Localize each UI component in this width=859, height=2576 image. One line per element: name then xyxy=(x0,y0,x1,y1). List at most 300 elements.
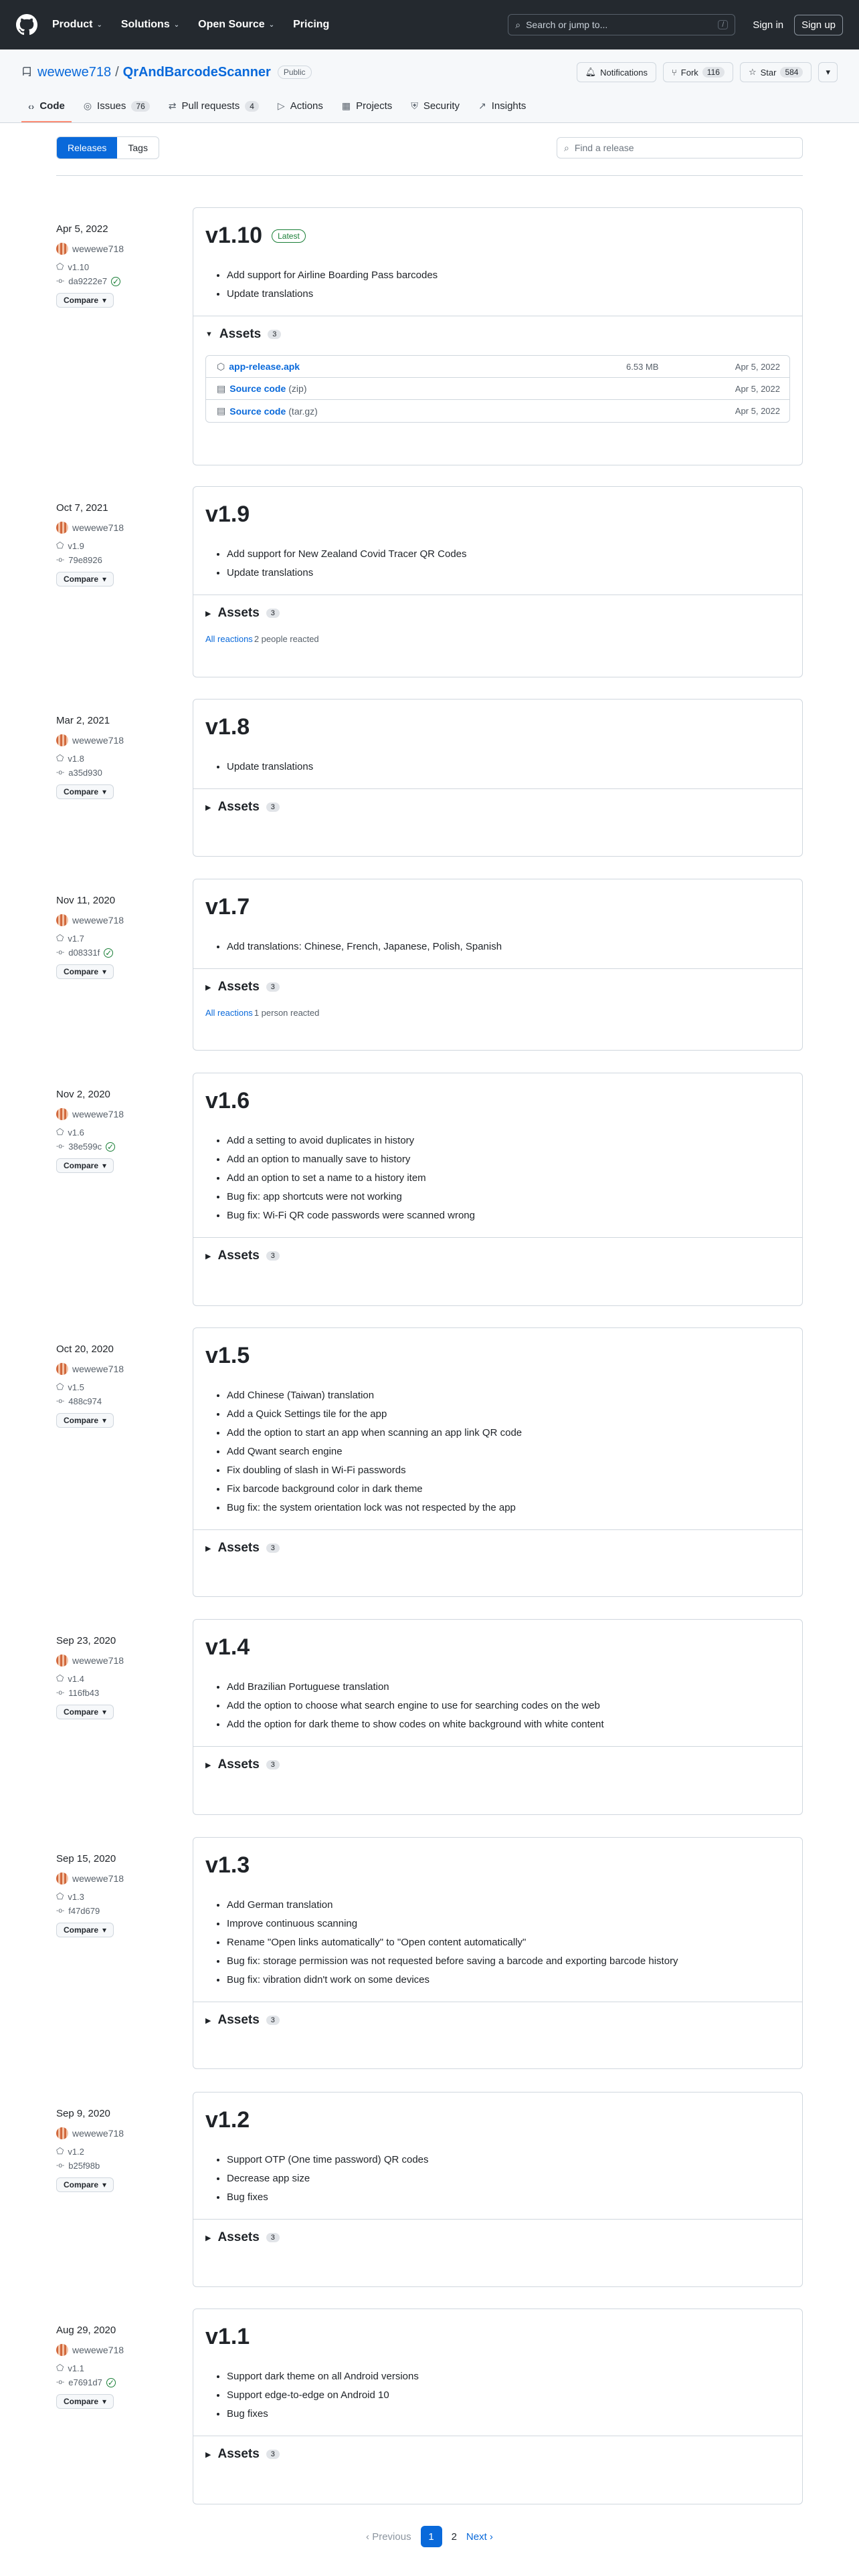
triangle-right-icon: ▶ xyxy=(205,803,211,812)
asset-name: Source code xyxy=(229,405,286,417)
next-page-button[interactable]: Next › xyxy=(466,2531,493,2543)
release-meta xyxy=(56,715,183,799)
release-note-item: • Add Chinese (Taiwan) translation xyxy=(227,1386,790,1405)
release-tag-link[interactable] xyxy=(56,753,183,764)
tag-name: v1.7 xyxy=(68,933,84,944)
compare-label: Compare xyxy=(64,574,99,584)
file-zip-icon: ▤ xyxy=(217,405,226,416)
release-author[interactable] xyxy=(56,734,183,746)
release-note-item: • Add German translation xyxy=(227,1896,790,1915)
commit-sha: 79e8926 xyxy=(68,555,102,565)
triangle-right-icon: ▶ xyxy=(205,1544,211,1553)
assets-toggle[interactable] xyxy=(205,980,790,994)
chevron-down-icon: ▾ xyxy=(102,1925,107,1935)
assets-label: Assets xyxy=(217,2013,260,2027)
release-card xyxy=(193,2309,803,2504)
tab-count: 4 xyxy=(245,101,259,112)
release-card xyxy=(193,879,803,1051)
release-card xyxy=(193,486,803,677)
asset-date: Apr 5, 2022 xyxy=(735,361,780,372)
all-reactions-link[interactable]: All reactions xyxy=(205,634,253,644)
tab-count: 76 xyxy=(131,101,149,112)
commit-sha: 116fb43 xyxy=(68,1688,100,1698)
assets-toggle[interactable] xyxy=(205,327,790,342)
search-icon: ⌕ xyxy=(564,142,569,153)
release-notes xyxy=(227,1132,790,1225)
fork-count: 116 xyxy=(702,67,725,78)
release-notes xyxy=(227,1896,790,1990)
global-nav-item[interactable] xyxy=(198,19,274,31)
global-nav-item[interactable] xyxy=(121,19,179,31)
release-title-row xyxy=(205,2324,790,2350)
commit-icon: -o- xyxy=(56,1143,65,1150)
release-item xyxy=(56,2309,803,2504)
divider xyxy=(56,175,803,176)
asset-name: app-release.apk xyxy=(229,361,300,372)
release-note-item: • Bug fix: the system orientation lock was not respected by the app xyxy=(227,1499,790,1517)
release-meta xyxy=(56,1344,183,1428)
avatar xyxy=(56,1363,68,1375)
release-commit-link[interactable] xyxy=(56,276,183,286)
global-nav-item[interactable] xyxy=(293,19,329,31)
compare-button[interactable] xyxy=(56,1413,114,1428)
release-note-item: • Support OTP (One time password) QR codes xyxy=(227,2151,790,2169)
compare-label: Compare xyxy=(64,1161,99,1170)
assets-section xyxy=(193,595,802,656)
release-commit-link[interactable] xyxy=(56,768,183,778)
releases-subnav xyxy=(56,136,803,159)
assets-toggle[interactable] xyxy=(205,2230,790,2245)
release-notes xyxy=(227,1678,790,1734)
commit-sha: 488c974 xyxy=(68,1396,102,1406)
release-date: Nov 2, 2020 xyxy=(56,1089,110,1100)
release-note-item: • Add a setting to avoid duplicates in history xyxy=(227,1132,790,1150)
release-commit-link[interactable] xyxy=(56,1396,183,1406)
release-author[interactable] xyxy=(56,1654,183,1667)
search-input[interactable] xyxy=(508,14,735,35)
github-logo-icon[interactable] xyxy=(16,14,37,35)
package-icon: ⬡ xyxy=(217,360,225,372)
release-title[interactable]: v1.3 xyxy=(205,1852,250,1878)
release-note-item: • Bug fixes xyxy=(227,2405,790,2424)
compare-label: Compare xyxy=(64,787,99,796)
tab-tags[interactable]: Tags xyxy=(128,142,148,153)
pull-request-icon: ⇄ xyxy=(168,100,177,111)
release-commit-link[interactable] xyxy=(56,1906,183,1916)
release-tag-link[interactable] xyxy=(56,1891,183,1902)
release-item xyxy=(56,1619,803,1815)
release-note-item: • Add an option to manually save to history xyxy=(227,1150,790,1169)
author-name: wewewe718 xyxy=(72,1873,124,1884)
release-note-item: • Add support for New Zealand Covid Tracer QR Codes xyxy=(227,545,790,564)
asset-row xyxy=(206,400,789,422)
assets-section xyxy=(193,2219,802,2257)
release-note-item: • Add a Quick Settings tile for the app xyxy=(227,1405,790,1424)
release-note-item: • Improve continuous scanning xyxy=(227,1915,790,1933)
release-notes xyxy=(227,2367,790,2424)
assets-toggle[interactable] xyxy=(205,1249,790,1263)
release-note-item: • Fix barcode background color in dark theme xyxy=(227,1480,790,1499)
release-date: Oct 7, 2021 xyxy=(56,502,108,514)
assets-list xyxy=(205,355,790,423)
release-item xyxy=(56,486,803,677)
visibility-badge: Public xyxy=(278,66,312,79)
avatar xyxy=(56,734,68,746)
release-note-item: • Add the option to choose what search engine to use for searching codes on the web xyxy=(227,1697,790,1715)
release-date: Aug 29, 2020 xyxy=(56,2325,116,2336)
chevron-down-icon: ▾ xyxy=(102,574,107,584)
assets-toggle[interactable] xyxy=(205,606,790,621)
commit-icon: -o- xyxy=(56,2379,65,2386)
release-item xyxy=(56,699,803,857)
author-name: wewewe718 xyxy=(72,2128,124,2139)
tag-name: v1.5 xyxy=(68,1382,84,1392)
release-tag-link[interactable] xyxy=(56,261,183,272)
author-name: wewewe718 xyxy=(72,243,124,254)
release-body xyxy=(193,1073,802,1237)
release-title[interactable]: v1.1 xyxy=(205,2324,250,2349)
compare-button[interactable] xyxy=(56,784,114,799)
release-date: Nov 11, 2020 xyxy=(56,895,116,906)
asset-date: Apr 5, 2022 xyxy=(735,383,780,394)
release-note-item: • Add the option to start an app when scanning an app link QR code xyxy=(227,1424,790,1442)
release-meta xyxy=(56,2325,183,2409)
release-title-row xyxy=(205,894,790,920)
release-body xyxy=(193,2309,802,2436)
avatar xyxy=(56,2344,68,2356)
page-2-button[interactable]: 2 xyxy=(451,2531,457,2543)
tag-icon: ⬠ xyxy=(56,2363,64,2373)
chevron-down-icon: ▾ xyxy=(102,787,107,796)
release-title[interactable]: v1.7 xyxy=(205,894,250,920)
release-body xyxy=(193,1328,802,1529)
previous-label: Previous xyxy=(372,2531,411,2543)
assets-count: 3 xyxy=(266,2233,280,2242)
assets-section xyxy=(193,1529,802,1568)
author-name: wewewe718 xyxy=(72,1109,124,1119)
asset-link[interactable] xyxy=(229,361,300,372)
release-tag-link[interactable] xyxy=(56,1127,183,1138)
release-author[interactable] xyxy=(56,2344,183,2356)
author-name: wewewe718 xyxy=(72,522,124,533)
pagination xyxy=(0,2526,859,2547)
assets-toggle[interactable] xyxy=(205,1541,790,1555)
assets-count: 3 xyxy=(268,330,281,339)
author-name: wewewe718 xyxy=(72,915,124,926)
graph-icon: ↗ xyxy=(478,100,486,111)
release-note-item: • Bug fix: vibration didn't work on some devices xyxy=(227,1971,790,1990)
asset-row xyxy=(206,378,789,400)
release-title[interactable]: v1.9 xyxy=(205,502,250,527)
release-title-row xyxy=(205,502,790,528)
tag-name: v1.4 xyxy=(68,1673,84,1684)
release-note-item: • Bug fix: storage permission was not requested before saving a barcode and exporting barcode history xyxy=(227,1952,790,1971)
release-body xyxy=(193,1838,802,2002)
avatar xyxy=(56,2127,68,2139)
fork-icon: ⑂ xyxy=(671,67,677,78)
avatar xyxy=(56,1872,68,1885)
previous-page-button[interactable]: ‹ Previous xyxy=(366,2531,411,2543)
compare-button[interactable] xyxy=(56,293,114,308)
assets-section xyxy=(193,2002,802,2040)
release-author[interactable] xyxy=(56,1108,183,1120)
release-author[interactable] xyxy=(56,1363,183,1375)
commit-sha: a35d930 xyxy=(68,768,102,778)
search-icon: ⌕ xyxy=(515,19,521,30)
release-card xyxy=(193,207,803,465)
release-title-row xyxy=(205,1343,790,1369)
release-card xyxy=(193,1073,803,1306)
tab-security[interactable] xyxy=(404,95,466,122)
release-note-item: • Add Brazilian Portuguese translation xyxy=(227,1678,790,1697)
assets-label: Assets xyxy=(217,1249,260,1263)
asset-link[interactable] xyxy=(229,406,318,417)
compare-label: Compare xyxy=(64,1416,99,1425)
assets-count: 3 xyxy=(266,802,280,812)
repo-separator: / xyxy=(115,64,119,80)
chevron-down-icon: ⌄ xyxy=(96,21,102,29)
release-title-row xyxy=(205,714,790,740)
tab-issues[interactable] xyxy=(77,95,157,122)
tag-icon: ⬠ xyxy=(56,1127,64,1137)
releases-tags-toggle xyxy=(56,136,159,159)
compare-button[interactable] xyxy=(56,2177,114,2192)
avatar xyxy=(56,522,68,534)
assets-toggle[interactable] xyxy=(205,800,790,815)
tag-icon: ⬠ xyxy=(56,2146,64,2156)
assets-count: 3 xyxy=(266,609,280,618)
assets-count: 3 xyxy=(266,1760,280,1769)
release-tag-link[interactable] xyxy=(56,2363,183,2373)
compare-button[interactable] xyxy=(56,1705,114,1719)
assets-label: Assets xyxy=(217,2447,260,2461)
avatar xyxy=(56,1654,68,1667)
release-title-row xyxy=(205,1634,790,1660)
global-nav-label: Product xyxy=(52,19,93,30)
star-icon: ☆ xyxy=(748,67,757,77)
release-item xyxy=(56,1327,803,1597)
compare-label: Compare xyxy=(64,296,99,305)
assets-label: Assets xyxy=(217,1541,260,1555)
release-commit-link[interactable] xyxy=(56,2377,183,2387)
avatar xyxy=(56,243,68,255)
release-tag-link[interactable] xyxy=(56,933,183,944)
assets-count: 3 xyxy=(266,1251,280,1261)
asset-ext: (zip) xyxy=(288,383,307,394)
search-shortcut-key: / xyxy=(718,20,728,29)
release-note-item: • Bug fix: app shortcuts were not working xyxy=(227,1188,790,1206)
global-header xyxy=(0,0,859,49)
commit-icon: -o- xyxy=(56,1689,65,1697)
release-note-item: • Update translations xyxy=(227,758,790,776)
release-date: Oct 20, 2020 xyxy=(56,1344,114,1355)
release-author[interactable] xyxy=(56,243,183,255)
commit-sha: e7691d7 xyxy=(68,2377,102,2387)
release-title[interactable]: v1.4 xyxy=(205,1634,250,1660)
release-date: Apr 5, 2022 xyxy=(56,223,108,235)
release-note-item: • Rename "Open links automatically" to "Open content automatically" xyxy=(227,1933,790,1952)
tab-code[interactable] xyxy=(21,95,72,122)
compare-label: Compare xyxy=(64,2180,99,2189)
release-meta xyxy=(56,502,183,586)
repo-header xyxy=(0,49,859,123)
release-author[interactable] xyxy=(56,2127,183,2139)
reactions-row xyxy=(205,1008,790,1018)
commit-icon: -o- xyxy=(56,949,65,956)
repo-name-link[interactable]: QrAndBarcodeScanner xyxy=(122,64,271,80)
triangle-right-icon: ▶ xyxy=(205,2234,211,2242)
release-card xyxy=(193,699,803,857)
release-date: Sep 23, 2020 xyxy=(56,1635,116,1646)
asset-date: Apr 5, 2022 xyxy=(735,406,780,416)
tag-name: v1.8 xyxy=(68,753,84,764)
release-commit-link[interactable] xyxy=(56,948,183,958)
assets-section xyxy=(193,1237,802,1275)
assets-toggle[interactable] xyxy=(205,1757,790,1772)
assets-label: Assets xyxy=(217,606,260,620)
verified-check-icon: ✓ xyxy=(107,1142,114,1152)
release-title[interactable]: v1.2 xyxy=(205,2107,250,2133)
verified-check-icon: ✓ xyxy=(112,276,120,286)
compare-button[interactable] xyxy=(56,1158,114,1173)
release-notes xyxy=(227,2151,790,2207)
asset-link[interactable] xyxy=(229,383,306,394)
release-note-item: • Add an option to set a name to a history item xyxy=(227,1169,790,1188)
release-tag-link[interactable] xyxy=(56,540,183,551)
tab-projects[interactable] xyxy=(335,95,399,122)
compare-label: Compare xyxy=(64,967,99,976)
release-meta xyxy=(56,895,183,979)
assets-label: Assets xyxy=(217,980,260,994)
all-reactions-link[interactable]: All reactions xyxy=(205,1008,253,1018)
release-date: Mar 2, 2021 xyxy=(56,715,110,726)
release-note-item: • Update translations xyxy=(227,285,790,304)
latest-badge: Latest xyxy=(272,229,306,243)
find-release-input[interactable] xyxy=(557,137,803,158)
release-item xyxy=(56,879,803,1051)
compare-button[interactable] xyxy=(56,1923,114,1937)
release-tag-link[interactable] xyxy=(56,1673,183,1684)
assets-section xyxy=(193,968,802,1030)
verified-check-icon: ✓ xyxy=(107,2377,114,2387)
tag-icon: ⬠ xyxy=(56,753,64,763)
assets-section xyxy=(193,1746,802,1784)
tab-insights[interactable] xyxy=(472,95,533,122)
release-tag-link[interactable] xyxy=(56,1382,183,1392)
release-title[interactable]: v1.5 xyxy=(205,1343,250,1368)
assets-section xyxy=(193,316,802,435)
author-name: wewewe718 xyxy=(72,1655,124,1666)
tag-icon: ⬠ xyxy=(56,1382,64,1392)
compare-button[interactable] xyxy=(56,2394,114,2409)
release-commit-link[interactable] xyxy=(56,555,183,565)
star-label: Star xyxy=(760,67,777,78)
tab-actions[interactable] xyxy=(271,95,330,122)
tag-name: v1.6 xyxy=(68,1127,84,1138)
release-commit-link[interactable] xyxy=(56,1142,183,1152)
release-note-item: • Add translations: Chinese, French, Japanese, Polish, Spanish xyxy=(227,938,790,956)
release-tag-link[interactable] xyxy=(56,2146,183,2157)
repo-owner-link[interactable]: wewewe718 xyxy=(37,64,112,80)
release-item xyxy=(56,1837,803,2069)
star-button[interactable] xyxy=(740,62,812,82)
tag-icon: ⬠ xyxy=(56,540,64,550)
author-name: wewewe718 xyxy=(72,735,124,746)
release-title-row xyxy=(205,1852,790,1879)
release-note-item: • Decrease app size xyxy=(227,2169,790,2188)
release-note-item: • Update translations xyxy=(227,564,790,582)
compare-label: Compare xyxy=(64,2397,99,2406)
commit-icon: -o- xyxy=(56,2162,65,2169)
tab-releases[interactable]: Releases xyxy=(57,137,117,158)
tag-icon: ⬠ xyxy=(56,1673,64,1683)
chevron-down-icon: ▾ xyxy=(102,1161,107,1170)
bell-icon: 🔔︎ xyxy=(585,67,597,77)
global-nav-item[interactable] xyxy=(52,19,102,31)
release-meta xyxy=(56,2108,183,2192)
commit-sha: 38e599c xyxy=(68,1142,102,1152)
sign-up-button[interactable]: Sign up xyxy=(794,15,843,35)
avatar xyxy=(56,914,68,926)
tab-pull-requests[interactable] xyxy=(162,95,266,122)
compare-button[interactable] xyxy=(56,572,114,586)
assets-count: 3 xyxy=(266,982,280,992)
release-commit-link[interactable] xyxy=(56,1688,183,1698)
assets-count: 3 xyxy=(266,2450,280,2459)
release-author[interactable] xyxy=(56,914,183,926)
assets-toggle[interactable] xyxy=(205,2013,790,2028)
chevron-down-icon: ⌄ xyxy=(268,21,275,29)
commit-icon: -o- xyxy=(56,769,65,776)
commit-sha: b25f98b xyxy=(68,2161,100,2171)
tab-label: Issues xyxy=(97,100,126,112)
author-name: wewewe718 xyxy=(72,1364,124,1374)
global-nav-label: Solutions xyxy=(120,19,170,30)
release-card xyxy=(193,1327,803,1597)
triangle-right-icon: ▶ xyxy=(205,1252,211,1261)
assets-label: Assets xyxy=(217,800,260,814)
reactions-summary: 1 person reacted xyxy=(254,1008,320,1018)
reactions-summary: 2 people reacted xyxy=(254,634,319,644)
release-title[interactable]: v1.10 xyxy=(205,223,263,248)
assets-toggle[interactable] xyxy=(205,2447,790,2462)
file-zip-icon: ▤ xyxy=(217,383,226,394)
tab-label: Insights xyxy=(491,100,527,112)
release-author[interactable] xyxy=(56,522,183,534)
chevron-down-icon: ▾ xyxy=(102,296,107,305)
tag-name: v1.10 xyxy=(68,261,90,272)
page-1-button[interactable]: 1 xyxy=(421,2526,442,2547)
triangle-right-icon: ▶ xyxy=(205,983,211,992)
chevron-down-icon: ▾ xyxy=(102,2180,107,2189)
release-commit-link[interactable] xyxy=(56,2161,183,2171)
release-author[interactable] xyxy=(56,1872,183,1885)
sign-in-link[interactable]: Sign in xyxy=(753,19,784,31)
commit-icon: -o- xyxy=(56,1907,65,1915)
notifications-button[interactable] xyxy=(577,62,656,82)
global-nav xyxy=(52,19,329,31)
table-icon: ▦ xyxy=(341,100,351,111)
release-title-row xyxy=(205,223,790,249)
reactions-row xyxy=(205,634,790,644)
tag-name: v1.2 xyxy=(68,2146,84,2157)
star-dropdown-button[interactable] xyxy=(818,62,838,82)
triangle-right-icon: ▶ xyxy=(205,1761,211,1769)
release-title[interactable]: v1.8 xyxy=(205,714,250,740)
compare-button[interactable] xyxy=(56,964,114,979)
release-title[interactable]: v1.6 xyxy=(205,1088,250,1113)
fork-button[interactable] xyxy=(663,62,733,82)
